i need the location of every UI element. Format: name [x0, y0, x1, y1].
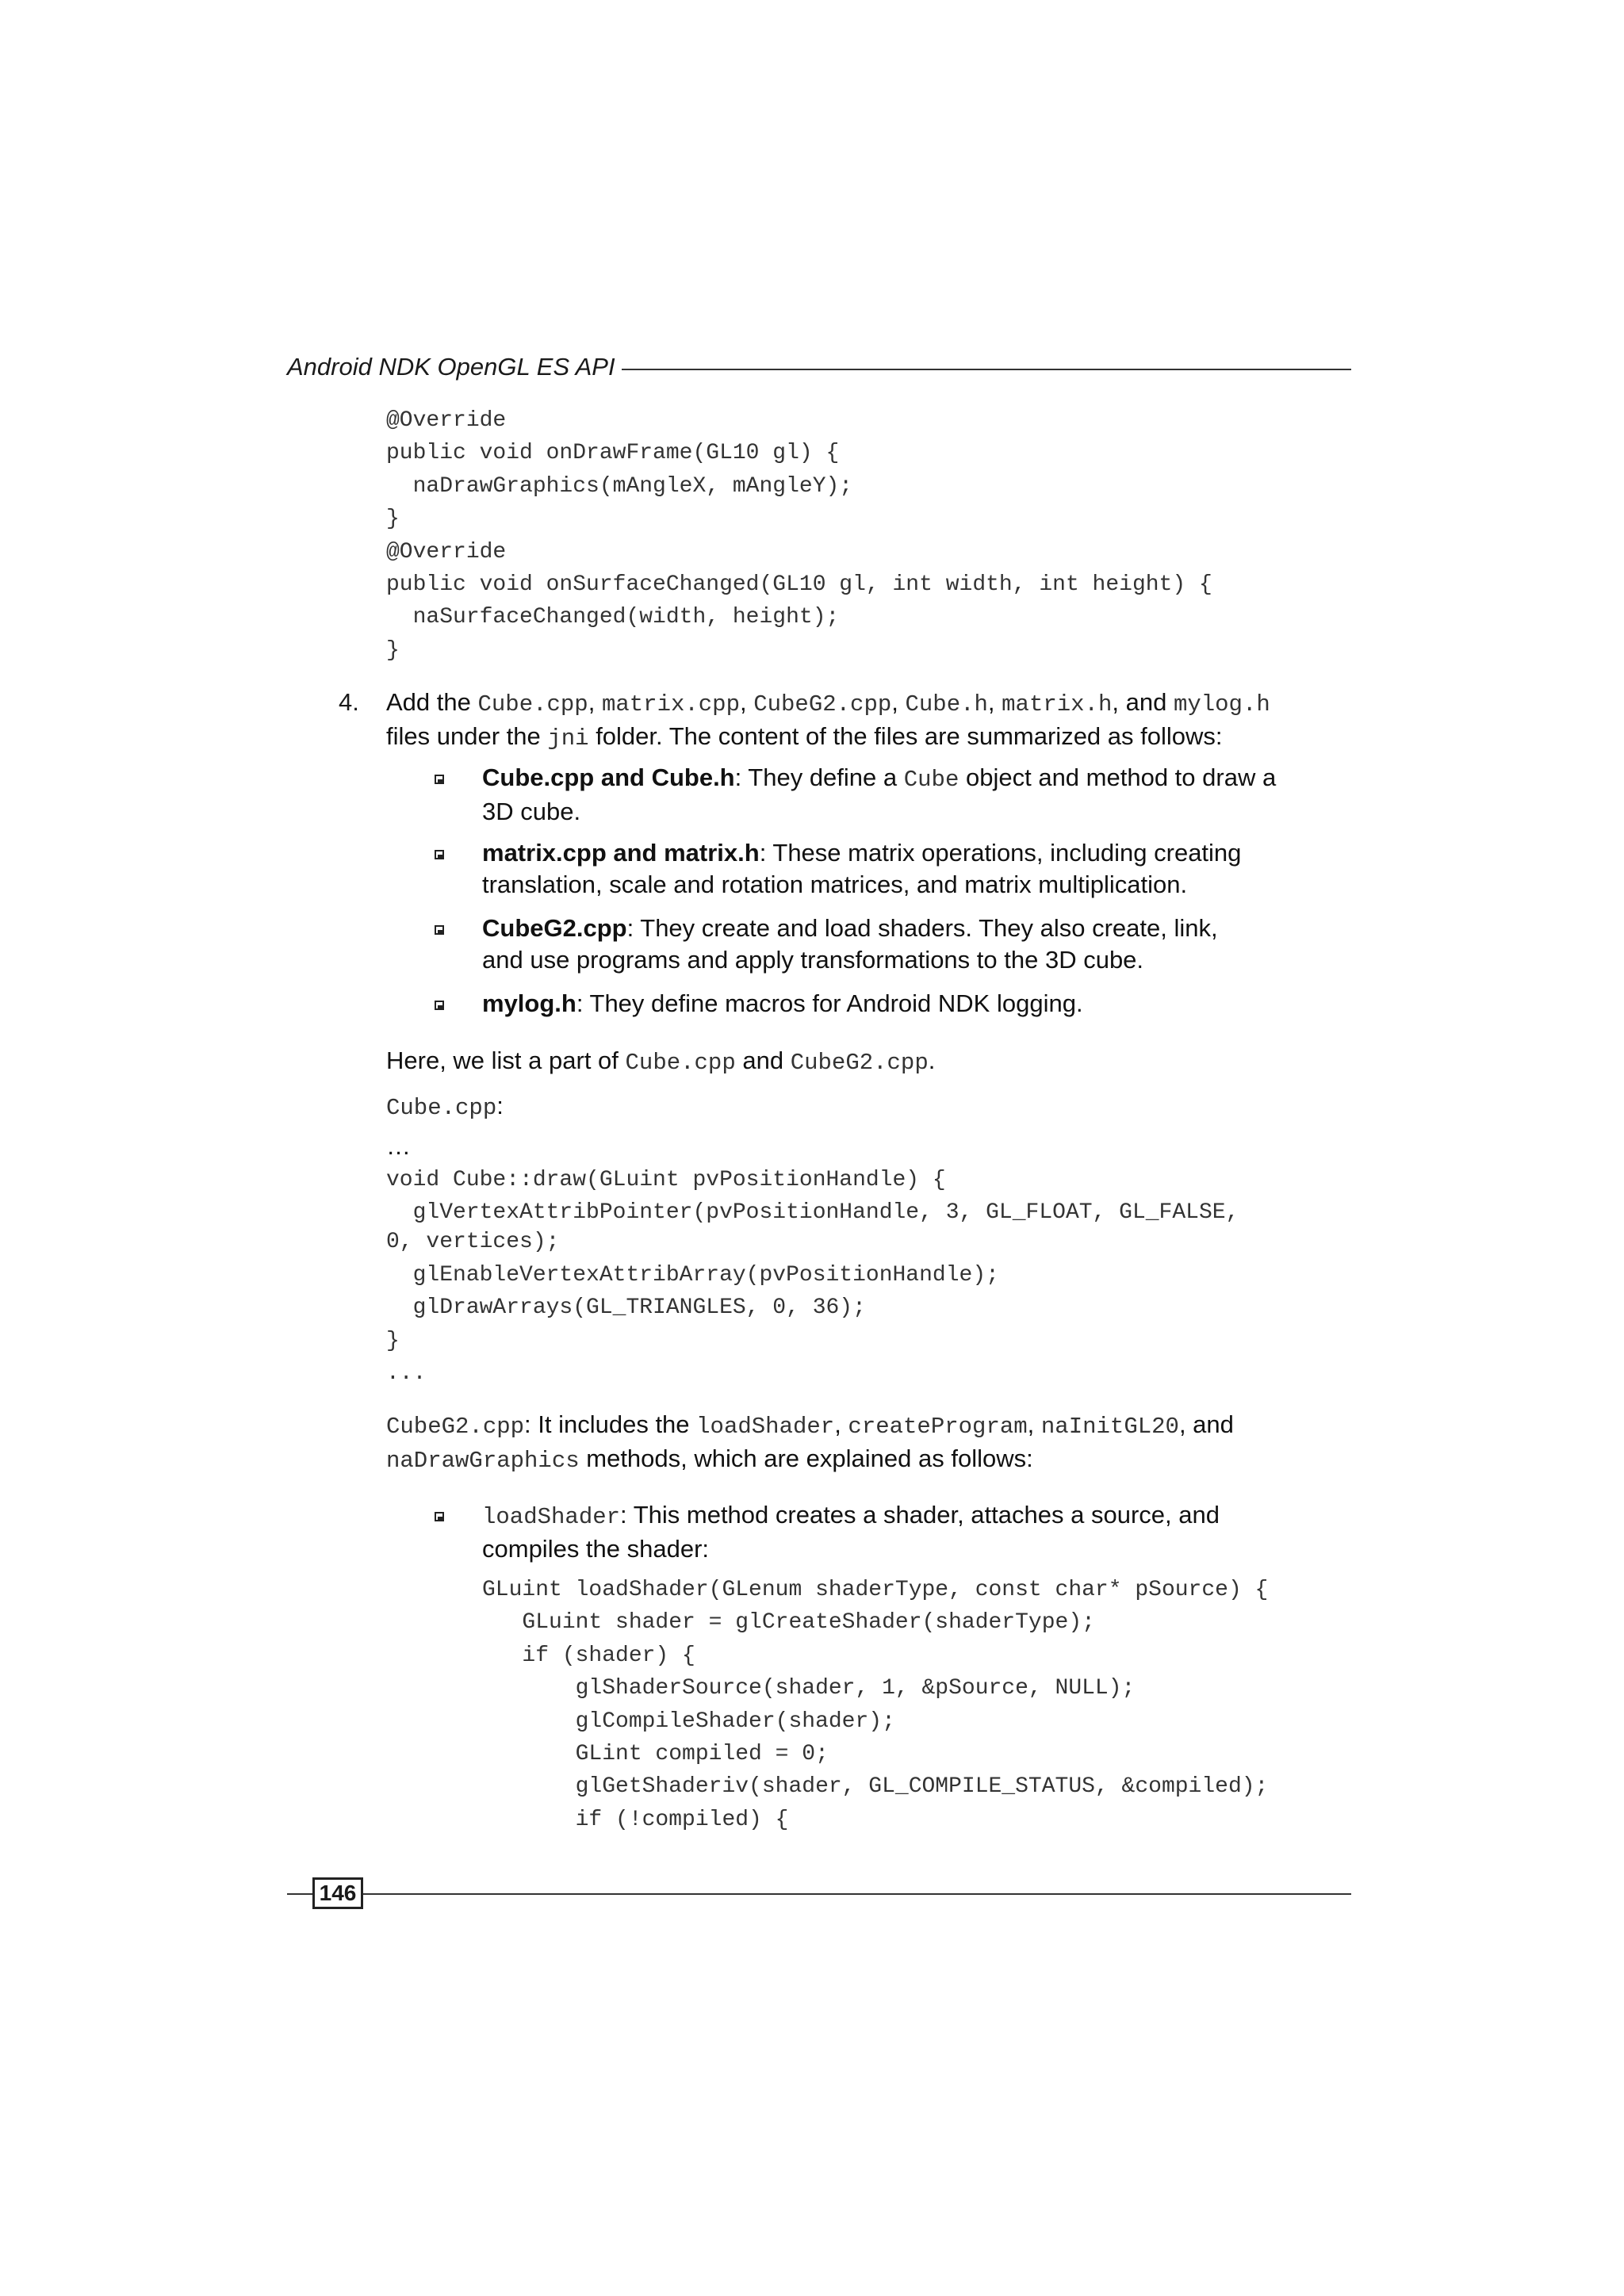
intro-text: ,: [834, 1410, 848, 1438]
code-line: if (shader) {: [482, 1643, 695, 1668]
bullet-icon: [435, 1001, 444, 1010]
bullet-text: object and method to draw a: [959, 763, 1277, 791]
code-line: GLuint shader = glCreateShader(shaderType);: [482, 1610, 1095, 1636]
code-line: 0, vertices);: [386, 1230, 560, 1255]
label-colon: :: [496, 1092, 504, 1119]
step-4-text: , and: [1112, 688, 1174, 716]
intro-text: .: [928, 1047, 936, 1074]
code-line: glShaderSource(shader, 1, &pSource, NULL);: [482, 1676, 1136, 1701]
code-line: glVertexAttribPointer(pvPositionHandle, 3, GL_FLOAT, GL_FALSE,: [386, 1200, 1239, 1226]
inline-code: mylog.h: [1173, 691, 1270, 718]
bullet-icon: [435, 925, 444, 935]
page-number: 146: [312, 1877, 363, 1909]
code-line: GLint compiled = 0;: [482, 1741, 829, 1766]
step-4-text: files under the: [386, 722, 548, 750]
cubeg2-intro: [386, 1409, 1362, 1477]
inline-code: createProgram: [848, 1414, 1028, 1440]
step-4-text: ,: [987, 688, 1002, 716]
inline-code: CubeG2.cpp: [386, 1414, 525, 1440]
code-block-loadshader: [482, 1574, 1268, 1836]
bullet-text: : They create and load shaders. They also create, link,: [626, 914, 1218, 942]
inline-code: CubeG2.cpp: [790, 1050, 929, 1076]
code-line: void Cube::draw(GLuint pvPositionHandle) {: [386, 1168, 946, 1192]
bullet-term: CubeG2.cpp: [482, 914, 627, 942]
code-line: glEnableVertexAttribArray(pvPositionHandle);: [386, 1262, 999, 1288]
inline-code: matrix.h: [1002, 691, 1113, 718]
step-4-text: ,: [739, 688, 754, 716]
inline-code: loadShader: [482, 1504, 621, 1530]
inline-code: jni: [547, 725, 589, 752]
code-line: @Override: [386, 539, 507, 564]
bullet-item-loadshader: [482, 1499, 1354, 1565]
code-line: public void onDrawFrame(GL10 gl) {: [386, 441, 840, 466]
step-number: 4.: [339, 688, 359, 716]
bullet-item-cubeg2: [482, 913, 1354, 976]
code-line: @Override: [386, 408, 507, 433]
step-4-text: folder. The content of the files are summarized as follows:: [588, 722, 1223, 750]
code-line: public void onSurfaceChanged(GL10 gl, int width, int height) {: [386, 572, 1212, 597]
intro-text: methods, which are explained as follows:: [579, 1445, 1033, 1472]
inline-code: Cube.cpp: [477, 691, 588, 718]
inline-code: Cube.cpp: [386, 1095, 497, 1121]
cube-cpp-label: [386, 1090, 504, 1124]
inline-code: loadShader: [696, 1414, 835, 1440]
intro-text: and: [735, 1047, 791, 1074]
intro-text: : It includes the: [524, 1410, 697, 1438]
bullet-item-mylog: [482, 988, 1354, 1020]
inline-code: Cube.h: [905, 691, 988, 718]
listing-intro: [386, 1045, 1338, 1079]
bullet-text: : They define macros for Android NDK logging.: [576, 989, 1083, 1017]
bullet-text: : They define a: [734, 763, 904, 791]
code-line: glGetShaderiv(shader, GL_COMPILE_STATUS, &compiled);: [482, 1774, 1269, 1800]
code-line: GLuint loadShader(GLenum shaderType, const char* pSource) {: [482, 1578, 1269, 1602]
bullet-item-cube: [482, 762, 1354, 828]
inline-code: naDrawGraphics: [386, 1448, 580, 1474]
code-line: glCompileShader(shader);: [482, 1709, 895, 1734]
bullet-term: matrix.cpp and matrix.h: [482, 839, 760, 867]
step-4-text: Add the: [386, 688, 478, 716]
code-line: glDrawArrays(GL_TRIANGLES, 0, 36);: [386, 1295, 866, 1321]
footer-rule: [287, 1893, 1351, 1895]
code-line: naDrawGraphics(mAngleX, mAngleY);: [386, 473, 853, 499]
inline-code: Cube.cpp: [625, 1050, 736, 1076]
bullet-term: mylog.h: [482, 989, 576, 1017]
code-line: }: [386, 507, 400, 532]
code-line: ...: [386, 1360, 427, 1386]
inline-code: Cube: [903, 767, 959, 793]
bullet-item-matrix: [482, 837, 1354, 901]
bullet-term: Cube.cpp and Cube.h: [482, 763, 735, 791]
inline-code: naInitGL20: [1040, 1414, 1179, 1440]
running-header-title: Android NDK OpenGL ES API: [287, 353, 615, 381]
running-header: [287, 347, 1351, 387]
bullet-text: : These matrix operations, including creating: [759, 839, 1242, 867]
step-4-text: ,: [891, 688, 906, 716]
intro-text: ,: [1027, 1410, 1041, 1438]
code-line: }: [386, 637, 400, 663]
bullet-icon: [435, 1512, 444, 1521]
code-line: naSurfaceChanged(width, height);: [386, 605, 840, 630]
code-block-ondrawframe: [386, 404, 1212, 667]
code-line: }: [386, 1328, 400, 1353]
intro-text: Here, we list a part of: [386, 1047, 626, 1074]
bullet-text: and use programs and apply transformations to the 3D cube.: [482, 946, 1144, 974]
bullet-text: 3D cube.: [482, 798, 581, 825]
code-line: if (!compiled) {: [482, 1807, 789, 1832]
intro-text: , and: [1178, 1410, 1234, 1438]
header-rule: [622, 369, 1351, 370]
bullet-text: translation, scale and rotation matrices, and matrix multiplication.: [482, 871, 1188, 898]
code-block-cube-draw: [386, 1164, 1239, 1390]
bullet-icon: [435, 775, 444, 784]
bullet-icon: [435, 850, 444, 859]
bullet-text: : This method creates a shader, attaches a source, and: [620, 1501, 1220, 1529]
step-4-paragraph: [386, 687, 1362, 755]
inline-code: matrix.cpp: [601, 691, 740, 718]
step-4-text: ,: [588, 688, 602, 716]
ellipsis: …: [386, 1132, 411, 1160]
inline-code: CubeG2.cpp: [753, 691, 892, 718]
bullet-text: compiles the shader:: [482, 1535, 710, 1563]
